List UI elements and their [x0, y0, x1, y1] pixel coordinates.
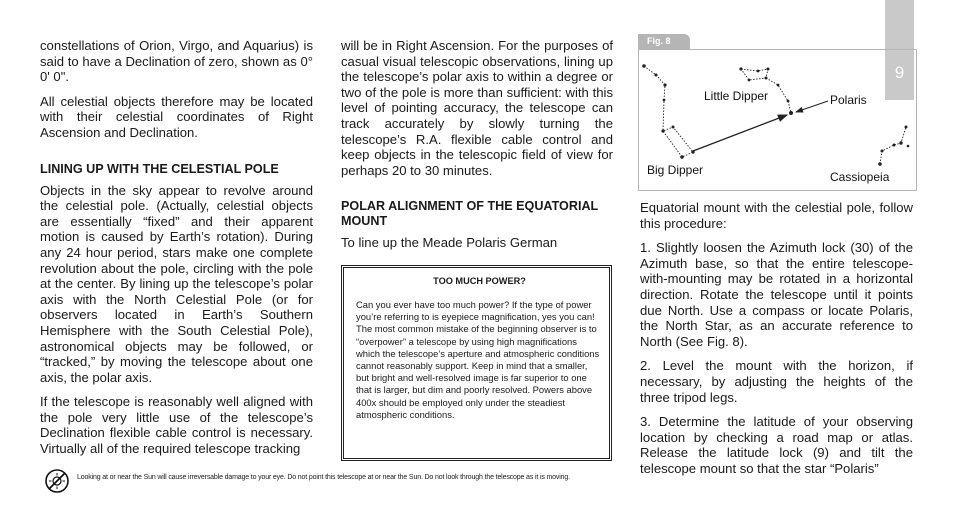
- paragraph: constellations of Orion, Virgo, and Aquarius) is said to have a Declination of zero, shown as 0° 0' 0".: [40, 38, 313, 85]
- paragraph: All celestial objects therefore may be located with their celestial coordinates of Right Ascension and Declination.: [40, 93, 313, 140]
- column-2: [341, 38, 613, 260]
- big-dipper-stars: [642, 64, 695, 159]
- column-1: [40, 38, 313, 466]
- section-heading: POLAR ALIGNMENT OF THE EQUATORIAL MOUNT: [341, 199, 599, 229]
- cassiopeia-label: Cassiopeia: [830, 170, 890, 184]
- paragraph: 1. Slightly loosen the Azimuth lock (30) of the Azimuth base, so that the entire telescope-with-mounting may be rotated in a horizontal direction. Rotate the telescope until it points due North. Use a compass or locate Polaris, the North Star, as an accurate reference to North (See Fig. 8).: [640, 240, 913, 349]
- too-much-power-sidebar: [341, 265, 612, 461]
- paragraph: Equatorial mount with the celestial pole, follow this procedure:: [640, 200, 913, 231]
- pointer-arrow: [693, 115, 787, 151]
- sun-warning-text: Looking at or near the Sun will cause irreversable damage to your eye. Do not point this telescope at or near the Sun. Do not look through the telescope as it is moving.: [77, 474, 570, 481]
- section-heading: LINING UP WITH THE CELESTIAL POLE: [40, 161, 279, 176]
- polaris-leader: [796, 101, 828, 112]
- no-sun-warning-icon: [45, 469, 69, 493]
- polaris-label: Polaris: [830, 93, 867, 107]
- paragraph: 2. Level the mount with the horizon, if necessary, by adjusting the heights of the three tripod legs.: [640, 358, 913, 405]
- paragraph: 3. Determine the latitude of your observing location by checking a road map or atlas. Release the latitude lock (9) and tilt the telescope mount so that the star “Polaris”: [640, 414, 913, 476]
- little-dipper-label: Little Dipper: [704, 89, 769, 103]
- sidebar-text: Can you ever have too much power? If the type of power you’re referring to is eyepiece magnification, yes you can! The most common mistake of the beginning observer is to “overpower” a telescope by using high magnifications which the telescope’s aperture and atmospheric conditions cannot reasonably support. Keep in mind that a smaller, but bright and well-resolved image is far superior to one that is larger, but dim and poorly resolved. Powers above 400x should be employed only under the steadiest atmospheric conditions.: [356, 299, 600, 420]
- big-dipper-label: Big Dipper: [647, 163, 704, 177]
- figure-tab: Fig. 8: [638, 34, 690, 49]
- big-dipper-constellation: [644, 66, 693, 157]
- paragraph: To line up the Meade Polaris German: [341, 235, 558, 251]
- paragraph: Objects in the sky appear to revolve around the celestial pole. (Actually, celestial objects are essentially “fixed” and their apparent motion is caused by Earth’s rotation). During any 24 hour period, stars make one complete revolution about the pole, circling with the pole at the center. By lining up the telescope’s polar axis with the North Celestial Pole (or for observers located in Earth’s Southern Hemisphere with the South Celestial Pole), astronomical objects may be followed, or “tracked,” by moving the telescope about one axis, the polar axis.: [40, 182, 313, 385]
- column-3: [640, 200, 913, 486]
- paragraph: will be in Right Ascension. For the purposes of casual visual telescopic observations, lining up the telescope’s polar axis to within a degree or two of the pole is more than sufficient: with this level of pointing accuracy, the telescope can track accurately by slowly turning the telescope’s R.A. flexible cable control and keep objects in the telescopic field of view for perhaps 20 to 30 minutes.: [341, 38, 613, 178]
- paragraph: If the telescope is reasonably well aligned with the pole very little use of the telescope’s Declination flexible cable control is necessary. Virtually all of the required telescope tracking: [40, 394, 313, 457]
- page-number: 9: [894, 63, 905, 82]
- sidebar-title: TOO MUCH POWER?: [433, 276, 526, 286]
